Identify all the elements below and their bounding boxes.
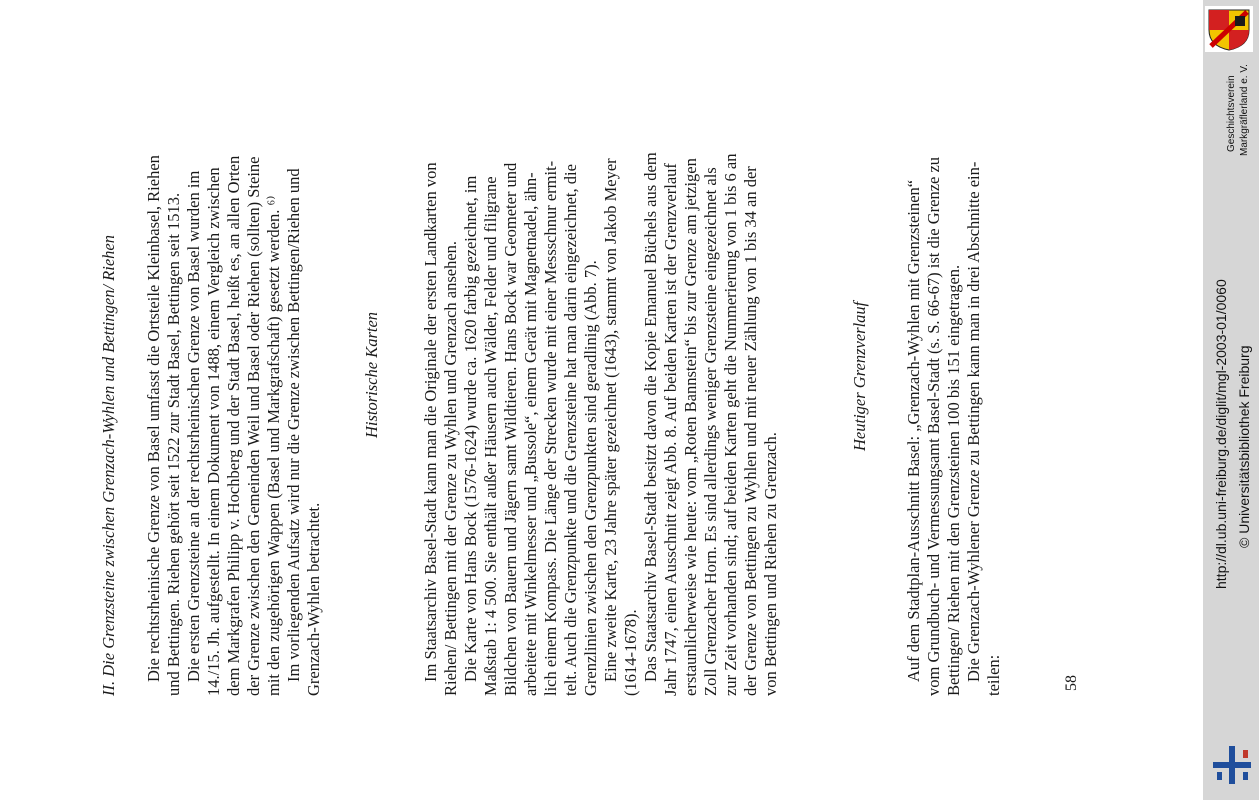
text-line: Die Grenzach-Wyhlener Grenze zu Bettingen kann man in drei Abschnitte ein- xyxy=(964,161,983,682)
text-line: Riehen/ Bettingen mit der Grenze zu Wyhlen und Grenzach ansehen. xyxy=(441,240,460,696)
section-heading: Heutiger Grenzverlauf xyxy=(850,301,869,451)
text-line: mit den zugehörigen Wappen (Basel und Markgrafschaft) gesetzt werden. ⁶⁾ xyxy=(264,195,283,696)
text-line: von Bettingen und Riehen zu Grenzach. xyxy=(761,432,780,696)
text-line: Jahr 1747, einen Ausschnitt zeigt Abb. 8. Auf beiden Karten ist der Grenzverlauf xyxy=(661,163,680,696)
text-line: Eine zweite Karte, 23 Jahre später gezeichnet (1643), stammt von Jakob Meyer xyxy=(601,158,620,682)
text-line: 14./15. Jh. aufgestellt. In einem Dokument von 1488, einem Vergleich zwischen xyxy=(204,167,223,696)
text-line: Grenzlinien zwischen den Grenzpunkten sind geradlinig (Abb. 7). xyxy=(581,260,600,696)
text-line: lich einem Kompass. Die Länge der Strecken wurde mit einer Messschnur ermit- xyxy=(541,160,560,696)
text-line: telt. Auch die Grenzpunkte und die Grenzsteine hat man darin eingezeichnet, die xyxy=(561,164,580,696)
text-line: der Grenze zwischen den Gemeinden Weil und Basel oder Riehen (sollten) Steine xyxy=(244,156,263,696)
text-line: erstaunlicherweise wie heute: vom „Roten Bannstein“ bis zur Grenze am jetzigen xyxy=(681,158,700,696)
section-heading: II. Die Grenzsteine zwischen Grenzach-Wyhlen und Bettingen/ Riehen xyxy=(99,235,118,696)
text-line: Auf dem Stadtplan-Ausschnitt Basel: „Grenzach-Wyhlen mit Grenzsteinen“ xyxy=(904,179,923,682)
text-line: teilen: xyxy=(984,654,1003,696)
text-line: Die rechtsrheinische Grenze von Basel umfasst die Ortsteile Kleinbasel, Riehen xyxy=(144,155,163,682)
text-line: arbeitete mit Winkelmesser und „Bussole“, einem Gerät mit Magnetnadel, ähn- xyxy=(521,172,540,696)
text-line: der Grenze von Bettingen zu Wyhlen und mit neuer Zählung von 1 bis 34 an der xyxy=(741,166,760,696)
section-heading: Historische Karten xyxy=(362,311,381,438)
text-line: dem Markgrafen Philipp v. Hochberg und der Stadt Basel, heißt es, an allen Orten xyxy=(224,155,243,696)
coat-of-arms-icon xyxy=(1205,6,1253,52)
text-line: und Bettingen. Riehen gehört seit 1522 zur Stadt Basel, Bettingen seit 1513. xyxy=(164,192,183,696)
text-line: Bildchen von Bauern und Jägern samt Wildtieren. Hans Bock war Geometer und xyxy=(501,162,520,696)
document-url[interactable]: http://dl.ub.uni-freiburg.de/diglit/mgl-2003-01/0060 xyxy=(1213,279,1229,589)
text-line: Zoll Grenzacher Horn. Es sind allerdings weniger Grenzsteine eingezeichnet als xyxy=(701,167,720,696)
text-line: Maßstab 1: 4 500. Sie enthält außer Häusern auch Wälder, Felder und filigrane xyxy=(481,176,500,696)
text-line: Die ersten Grenzsteine an der rechtsrheinischen Grenze von Basel wurden im xyxy=(184,170,203,682)
page-number: 58 xyxy=(1063,675,1080,691)
copyright-notice: © Universitätsbibliothek Freiburg xyxy=(1236,345,1252,548)
society-name-line2: Markgräflerland e. V. xyxy=(1239,64,1250,156)
text-line: (1614-1678). xyxy=(621,609,640,696)
text-line: Bettingen/ Riehen mit den Grenzsteinen 100 bis 151 eingetragen. xyxy=(944,264,963,696)
ub-freiburg-logo-icon xyxy=(1209,740,1255,790)
text-line: Die Karte von Hans Bock (1576-1624) wurde ca. 1620 farbig gezeichnet, im xyxy=(461,175,480,682)
text-line: Im Staatsarchiv Basel-Stadt kann man die Originale der ersten Landkarten von xyxy=(421,162,440,682)
page-text-block xyxy=(0,136,1200,696)
text-line: Das Staatsarchiv Basel-Stadt besitzt davon die Kopie Emanuel Büchels aus dem xyxy=(641,152,660,682)
society-name-line1: Geschichtsverein xyxy=(1226,75,1237,152)
text-line: Im vorliegenden Aufsatz wird nur die Grenze zwischen Bettingen/Riehen und xyxy=(284,168,303,682)
text-line: vom Grundbuch- und Vermessungsamt Basel-Stadt (s. S. 66-67) ist die Grenze zu xyxy=(924,156,943,696)
text-line: zur Zeit vorhanden sind; auf beiden Karten geht die Nummerierung von 1 bis 6 an xyxy=(721,153,740,696)
text-line: Grenzach-Wyhlen betrachtet. xyxy=(304,502,323,696)
